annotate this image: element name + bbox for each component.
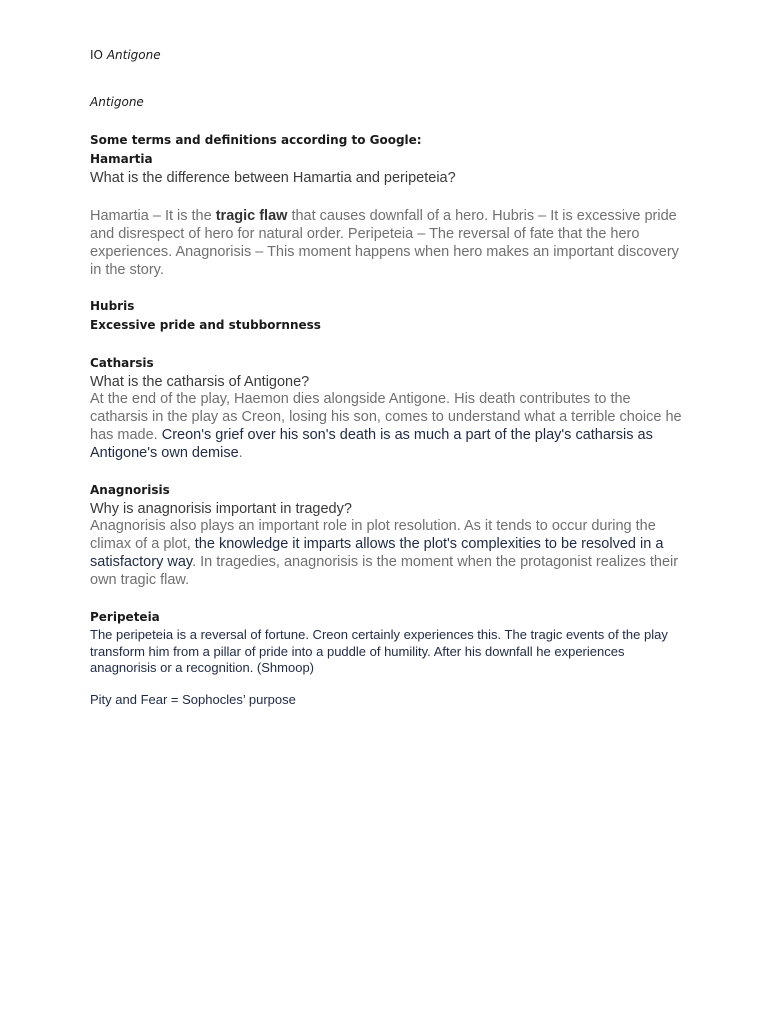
catharsis-text-1: At the end of the play, Haemon dies alongside Antigone. His death contributes to the catharsis in the play as Creon, losing his son, comes to understand what a terrible choice he has made. xyxy=(90,391,682,443)
intro-line: Some terms and definitions according to Google: xyxy=(90,133,422,147)
catharsis-question: What is the catharsis of Antigone? xyxy=(90,374,310,390)
hamartia-text-1: Hamartia – It is the xyxy=(90,208,216,224)
peripeteia-paragraph: The peripeteia is a reversal of fortune. Creon certainly experiences this. The tragic events of the play transform him from a pillar of pride into a puddle of humility. After his downfall he experiences anagnorisis or a recognition. (Shmoop) xyxy=(90,627,668,675)
hubris-heading: Hubris xyxy=(90,299,135,313)
io-prefix: IO xyxy=(90,48,103,62)
anagnorisis-text-2: the knowledge it imparts allows the plot's complexities to be resolved in a satisfactory way xyxy=(90,536,664,570)
anagnorisis-question: Why is anagnorisis important in tragedy? xyxy=(90,501,352,517)
anagnorisis-text-1: Anagnorisis also plays an important role in plot resolution. As it tends to occur during the climax of a plot, xyxy=(90,518,656,552)
subtitle: Antigone xyxy=(90,95,144,109)
hamartia-paragraph xyxy=(90,207,690,279)
catharsis-text-3: . xyxy=(238,445,243,461)
hamartia-emphasis: tragic flaw xyxy=(215,208,288,224)
hamartia-question: What is the difference between Hamartia and peripeteia? xyxy=(90,170,456,186)
catharsis-text-2: Creon's grief over his son's death is as much a part of the play's catharsis as Antigone's own demise xyxy=(90,427,653,461)
closing-line: Pity and Fear = Sophocles’ purpose xyxy=(90,692,296,707)
hamartia-text-2: that causes downfall of a hero. Hubris – It is excessive pride and disrespect of hero for natural order. Peripeteia – The reversal of fate that the hero experiences. Anagnorisis – This moment happens when hero makes an important discovery in the story. xyxy=(90,208,679,278)
catharsis-heading: Catharsis xyxy=(90,356,154,370)
anagnorisis-text-3: . In tragedies, anagnorisis is the moment when the protagonist realizes their own tragic flaw. xyxy=(90,554,679,588)
hamartia-heading: Hamartia xyxy=(90,152,153,166)
document-title xyxy=(90,48,161,62)
anagnorisis-paragraph xyxy=(90,517,690,589)
io-title: Antigone xyxy=(106,48,161,62)
catharsis-paragraph xyxy=(90,390,690,462)
hubris-definition: Excessive pride and stubbornness xyxy=(90,318,321,332)
anagnorisis-heading: Anagnorisis xyxy=(90,483,170,497)
peripeteia-heading: Peripeteia xyxy=(90,610,160,624)
